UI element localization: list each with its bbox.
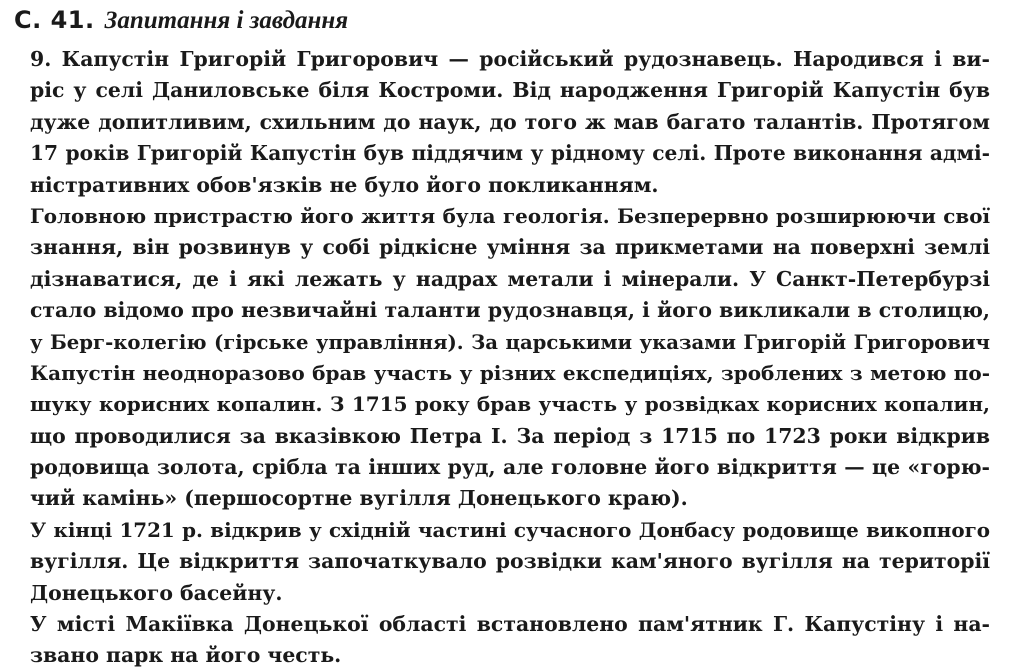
text-line: у Берг-колегію (гірське управління). За царськими указами Григорій Григорович	[30, 330, 990, 354]
text-line: 17 років Григорій Капустін був піддячим у рідному селі. Проте виконання адмі-	[30, 141, 990, 166]
text-line: Капустін неодноразово брав участь у різних експедиціях, зроблених з метою по-	[30, 360, 990, 385]
text-line: ріс у селі Даниловське біля Костроми. Від народження Григорій Капустін був	[30, 78, 990, 103]
text-line: Донецького басейну.	[30, 580, 283, 605]
text-line: У місті Макіївка Донецької області встановлено пам'ятник Г. Капустіну і на-	[30, 612, 990, 637]
text-line: шуку корисних копалин. З 1715 року брав участь у розвідках корисних копалин,	[30, 392, 990, 417]
text-line: У кінці 1721 р. відкрив у східній частині сучасного Донбасу родовище викопного	[30, 517, 990, 542]
text-line: вугілля. Це відкриття започаткувало розвідки кам'яного вугілля на території	[30, 549, 990, 574]
text-line: родовища золота, срібла та інших руд, але головне його відкриття — це «горю-	[30, 455, 990, 480]
text-line: ністративних обов'язків не було його покликанням.	[30, 172, 659, 197]
text-line: дуже допитливим, схильним до наук, до того ж мав багато талантів. Протягом	[30, 109, 990, 134]
text-line: дізнаватися, де і які лежать у надрах метали і мінерали. У Санкт-Петербурзі	[30, 266, 990, 291]
text-line: 9. Капустін Григорій Григорович — російський рудознавець. Народився і ви-	[30, 47, 990, 71]
text-line: що проводилися за вказівкою Петра І. За період з 1715 по 1723 роки відкрив	[30, 423, 990, 448]
text-line: знання, він розвинув у собі рідкісне уміння за прикметами на поверхні землі	[30, 235, 990, 260]
page-header	[14, 6, 348, 44]
section-title: Запитання і завдання	[104, 7, 349, 34]
text-line: стало відомо про незвичайні таланти рудознавця, і його викликали в столицю,	[30, 298, 990, 323]
answer-text	[30, 44, 990, 672]
text-line: Головною пристрастю його життя була геологія. Безперервно розширюючи свої	[30, 203, 990, 228]
text-line: чий камінь» (першосортне вугілля Донецького краю).	[30, 486, 688, 511]
page-reference: С. 41.	[14, 6, 95, 34]
text-line: звано парк на його честь.	[30, 643, 342, 668]
